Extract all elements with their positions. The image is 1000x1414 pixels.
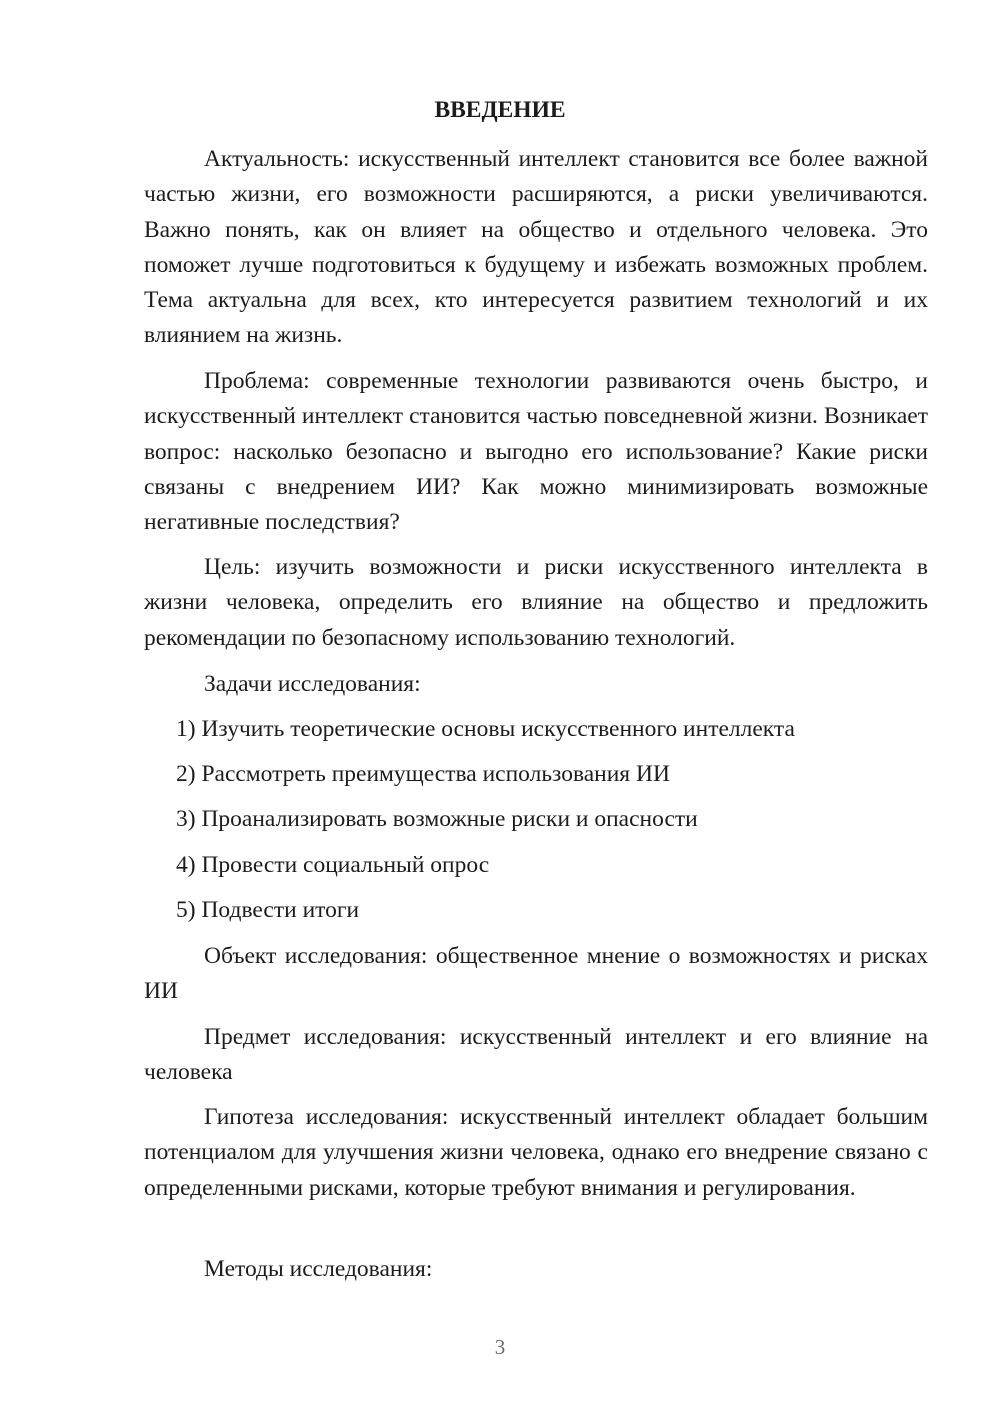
methods-title: Методы исследования: <box>204 1256 433 1282</box>
subject-paragraph: Предмет исследования: искусственный интеллект и его влияние на человека <box>144 1024 928 1086</box>
task-item: 3) Проанализировать возможные риски и опасности <box>176 806 698 832</box>
goal-paragraph: Цель: изучить возможности и риски искусственного интеллекта в жизни человека, определить его влияние на общество и предложить рекомендации по безопасному использованию технологий. <box>144 554 928 651</box>
tasks-title: Задачи исследования: <box>204 671 421 697</box>
object-paragraph: Объект исследования: общественное мнение о возможностях и рисках ИИ <box>144 943 928 1005</box>
hypothesis-paragraph: Гипотеза исследования: искусственный интеллект обладает большим потенциалом для улучшения жизни человека, однако его внедрение связано с определенными рисками, которые требуют внимания и регулирования. <box>144 1104 928 1201</box>
page-number: 3 <box>494 1335 506 1359</box>
problem-paragraph: Проблема: современные технологии развиваются очень быстро, и искусственный интеллект становится частью повседневной жизни. Возникает вопрос: насколько безопасно и выгодно его использование? Какие риски связаны с внедрением ИИ? Как можно минимизировать возможные негативные последствия? <box>144 368 928 536</box>
task-item: 2) Рассмотреть преимущества использования ИИ <box>176 761 670 787</box>
task-item: 1) Изучить теоретические основы искусственного интеллекта <box>176 716 795 742</box>
task-item: 4) Провести социальный опрос <box>176 852 490 878</box>
page-title: ВВЕДЕНИЕ <box>434 97 566 123</box>
task-item: 5) Подвести итоги <box>176 897 360 923</box>
relevance-paragraph: Актуальность: искусственный интеллект становится все более важной частью жизни, его возможности расширяются, а риски увеличиваются. Важно понять, как он влияет на общество и отдельного человека. Это поможет лучше подготовиться к будущему и избежать возможных проблем. Тема актуальна для всех, кто интересуется развитием технологий и их влиянием на жизнь. <box>144 146 928 349</box>
